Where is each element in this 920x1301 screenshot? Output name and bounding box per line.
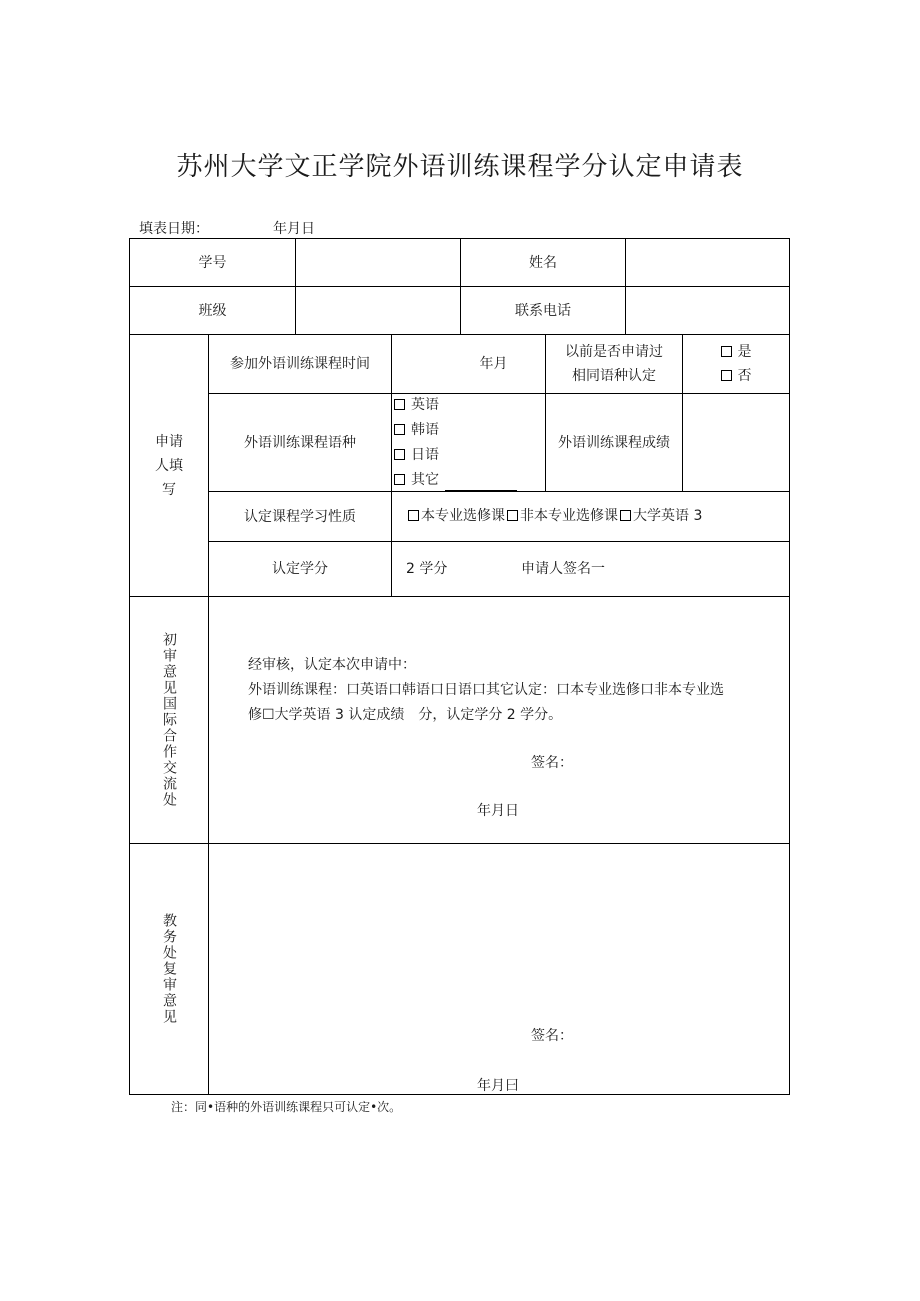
score-input[interactable] <box>683 394 789 491</box>
language-other-checkbox[interactable]: 其它 <box>394 468 439 493</box>
nature-college-english-checkbox[interactable]: 大学英语 3 <box>618 508 702 524</box>
applicant-section-label: 申请人填写 <box>155 433 183 498</box>
applicant-signature-label[interactable]: 申请人签名一 <box>521 561 605 577</box>
fill-date-row <box>139 218 315 238</box>
language-english-checkbox[interactable]: 英语 <box>394 393 439 418</box>
checkbox-icon <box>408 510 419 521</box>
other-language-underline <box>445 490 517 491</box>
review-text-line-2: 外语训练课程：口英语口韩语口日语口其它认定：口本专业选修口非本专业选 <box>248 682 724 698</box>
class-label: 班级 <box>198 302 227 319</box>
review-date[interactable]: 年月日 <box>477 803 519 819</box>
review-text-line-3: 修☐大学英语 3 认定成绩 分，认定学分 2 学分。 <box>248 707 563 723</box>
review-text-line-1: 经审核，认定本次申请中： <box>248 657 416 673</box>
name-label: 姓名 <box>529 254 557 271</box>
checkbox-icon <box>721 346 732 357</box>
nature-major-elective-checkbox[interactable]: 本专业选修课 <box>408 508 505 524</box>
form-title: 苏州大学文正学院外语训练课程学分认定申请表 <box>176 152 744 182</box>
name-input[interactable] <box>626 239 789 286</box>
language-label: 外语训练课程语种 <box>244 434 356 451</box>
fill-date-label: 填表日期： <box>139 221 209 237</box>
phone-label: 联系电话 <box>515 302 571 319</box>
application-form <box>129 238 790 1095</box>
student-id-label: 学号 <box>198 254 227 271</box>
credit-label: 认定学分 <box>272 561 328 577</box>
language-japanese-checkbox[interactable]: 日语 <box>394 443 439 468</box>
academic-date[interactable]: 年月曰 <box>477 1078 519 1094</box>
language-options <box>394 393 439 493</box>
score-label: 外语训练课程成绩 <box>558 434 670 451</box>
checkbox-icon <box>620 510 631 521</box>
initial-review-section-label: 初审意见国际合作交流处 <box>161 632 177 808</box>
language-korean-checkbox[interactable]: 韩语 <box>394 418 439 443</box>
course-time-label: 参加外语训练课程时间 <box>230 356 370 372</box>
prior-application-options <box>683 335 789 393</box>
prior-yes-checkbox[interactable]: 是 <box>721 340 752 364</box>
checkbox-icon <box>394 424 405 435</box>
checkbox-icon <box>394 449 405 460</box>
credit-value: 2 学分 <box>406 561 448 577</box>
student-id-input[interactable] <box>296 239 460 286</box>
nature-options <box>408 492 702 541</box>
checkbox-icon <box>721 370 732 381</box>
prior-application-label: 以前是否申请过相同语种认定 <box>565 344 663 384</box>
nature-nonmajor-elective-checkbox[interactable]: 非本专业选修课 <box>505 508 618 524</box>
checkbox-icon <box>507 510 518 521</box>
review-signature-label[interactable]: 签名： <box>531 755 573 771</box>
nature-label: 认定课程学习性质 <box>244 508 356 525</box>
course-time-value[interactable]: 年月 <box>479 356 508 372</box>
academic-signature-label[interactable]: 签名： <box>531 1028 573 1044</box>
prior-no-checkbox[interactable]: 否 <box>721 364 752 388</box>
checkbox-icon <box>394 474 405 485</box>
fill-date-value[interactable]: 年月日 <box>273 221 315 237</box>
checkbox-icon <box>394 399 405 410</box>
phone-input[interactable] <box>626 287 789 334</box>
academic-review-section-label: 教务处复审意见 <box>161 913 177 1025</box>
class-input[interactable] <box>296 287 460 334</box>
footnote: 注：同•语种的外语训练课程只可认定•次。 <box>171 1100 402 1114</box>
